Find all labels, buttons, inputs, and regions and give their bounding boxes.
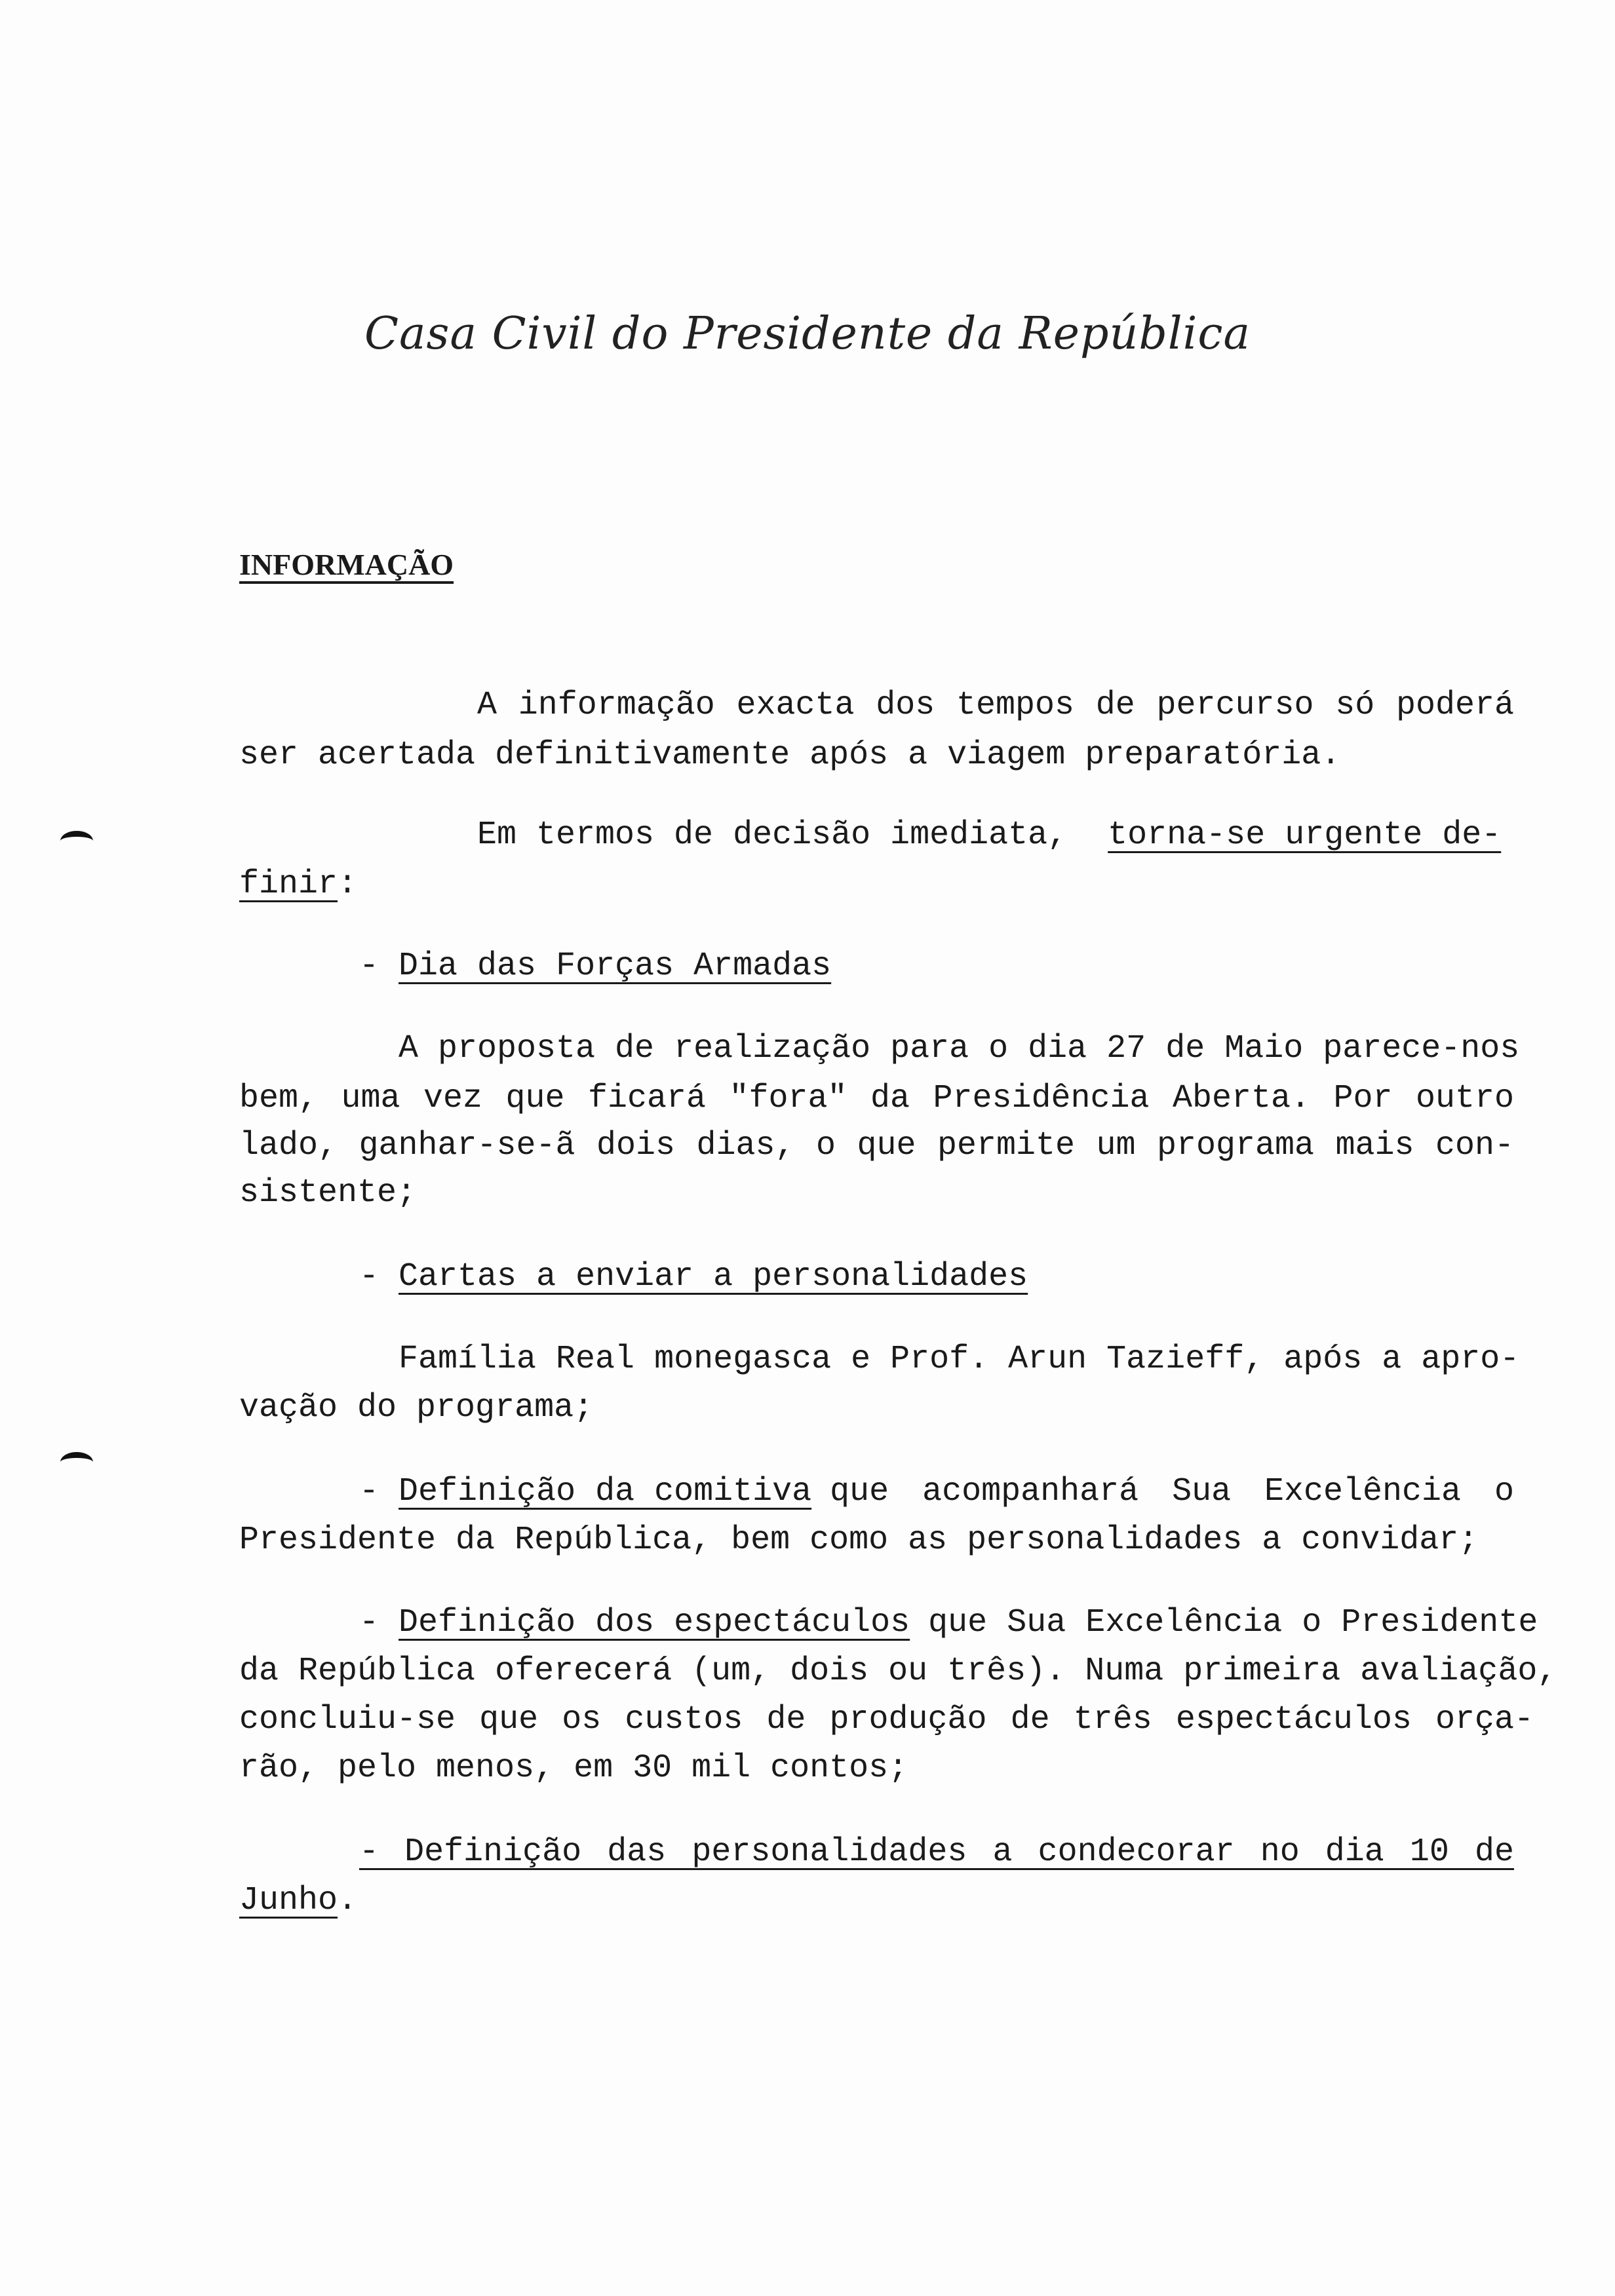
item5-line2: Junho. (239, 1882, 358, 1919)
item4-line1: - Definição dos espectáculos que Sua Excelência o Presidente (359, 1604, 1538, 1641)
item3-line1: - Definição da comitiva que acompanhará Sua Excelência o (359, 1473, 1514, 1510)
item1-line3: lado, ganhar-se-ã dois dias, o que permite um programa mais con- (239, 1127, 1514, 1164)
item4-line2: da República oferecerá (um, dois ou três). Numa primeira avaliação, (239, 1653, 1557, 1690)
item2-line1: Família Real monegasca e Prof. Arun Tazieff, após a apro- (399, 1341, 1520, 1378)
letterhead: Casa Civil do Presidente da República (364, 308, 1251, 360)
para2-line1 (477, 816, 1502, 854)
item2-line2: vação do programa; (239, 1389, 594, 1426)
para1-line2: ser acertada definitivamente após a viagem preparatória. (239, 737, 1341, 774)
para2-underlined: torna-se urgente de- (1108, 816, 1502, 854)
item4-line3: concluiu-se que os custos de produção de três espectáculos orça- (239, 1701, 1534, 1738)
item4-heading: Definição dos espectáculos (399, 1604, 910, 1641)
punch-mark-icon (60, 831, 93, 851)
para1-line1: A informação exacta dos tempos de percurso só poderá (477, 687, 1514, 724)
item2-heading-line: - Cartas a enviar a personalidades (359, 1258, 1028, 1295)
item1-heading: Dia das Forças Armadas (399, 947, 832, 985)
para2-intro: Em termos de decisão imediata, (477, 816, 1068, 854)
page-title: INFORMAÇÃO (239, 548, 454, 581)
punch-mark-icon (60, 1452, 93, 1472)
item1-line2: bem, uma vez que ficará "fora" da Presidência Aberta. Por outro (239, 1080, 1514, 1117)
item3-heading: Definição da comitiva (399, 1473, 812, 1510)
para2-finir: finir (239, 866, 338, 903)
item5-line1: - Definição das personalidades a condecorar no dia 10 de (359, 1833, 1514, 1871)
item1-heading-line: - Dia das Forças Armadas (359, 947, 832, 985)
para2-line2: finir: (239, 866, 358, 903)
item4-line4: rão, pelo menos, em 30 mil contos; (239, 1750, 908, 1787)
item3-line2: Presidente da República, bem como as personalidades a convidar; (239, 1521, 1479, 1559)
item1-line1: A proposta de realização para o dia 27 de Maio parece-nos (399, 1030, 1520, 1067)
item2-heading: Cartas a enviar a personalidades (399, 1258, 1028, 1295)
item1-line4: sistente; (239, 1174, 417, 1212)
